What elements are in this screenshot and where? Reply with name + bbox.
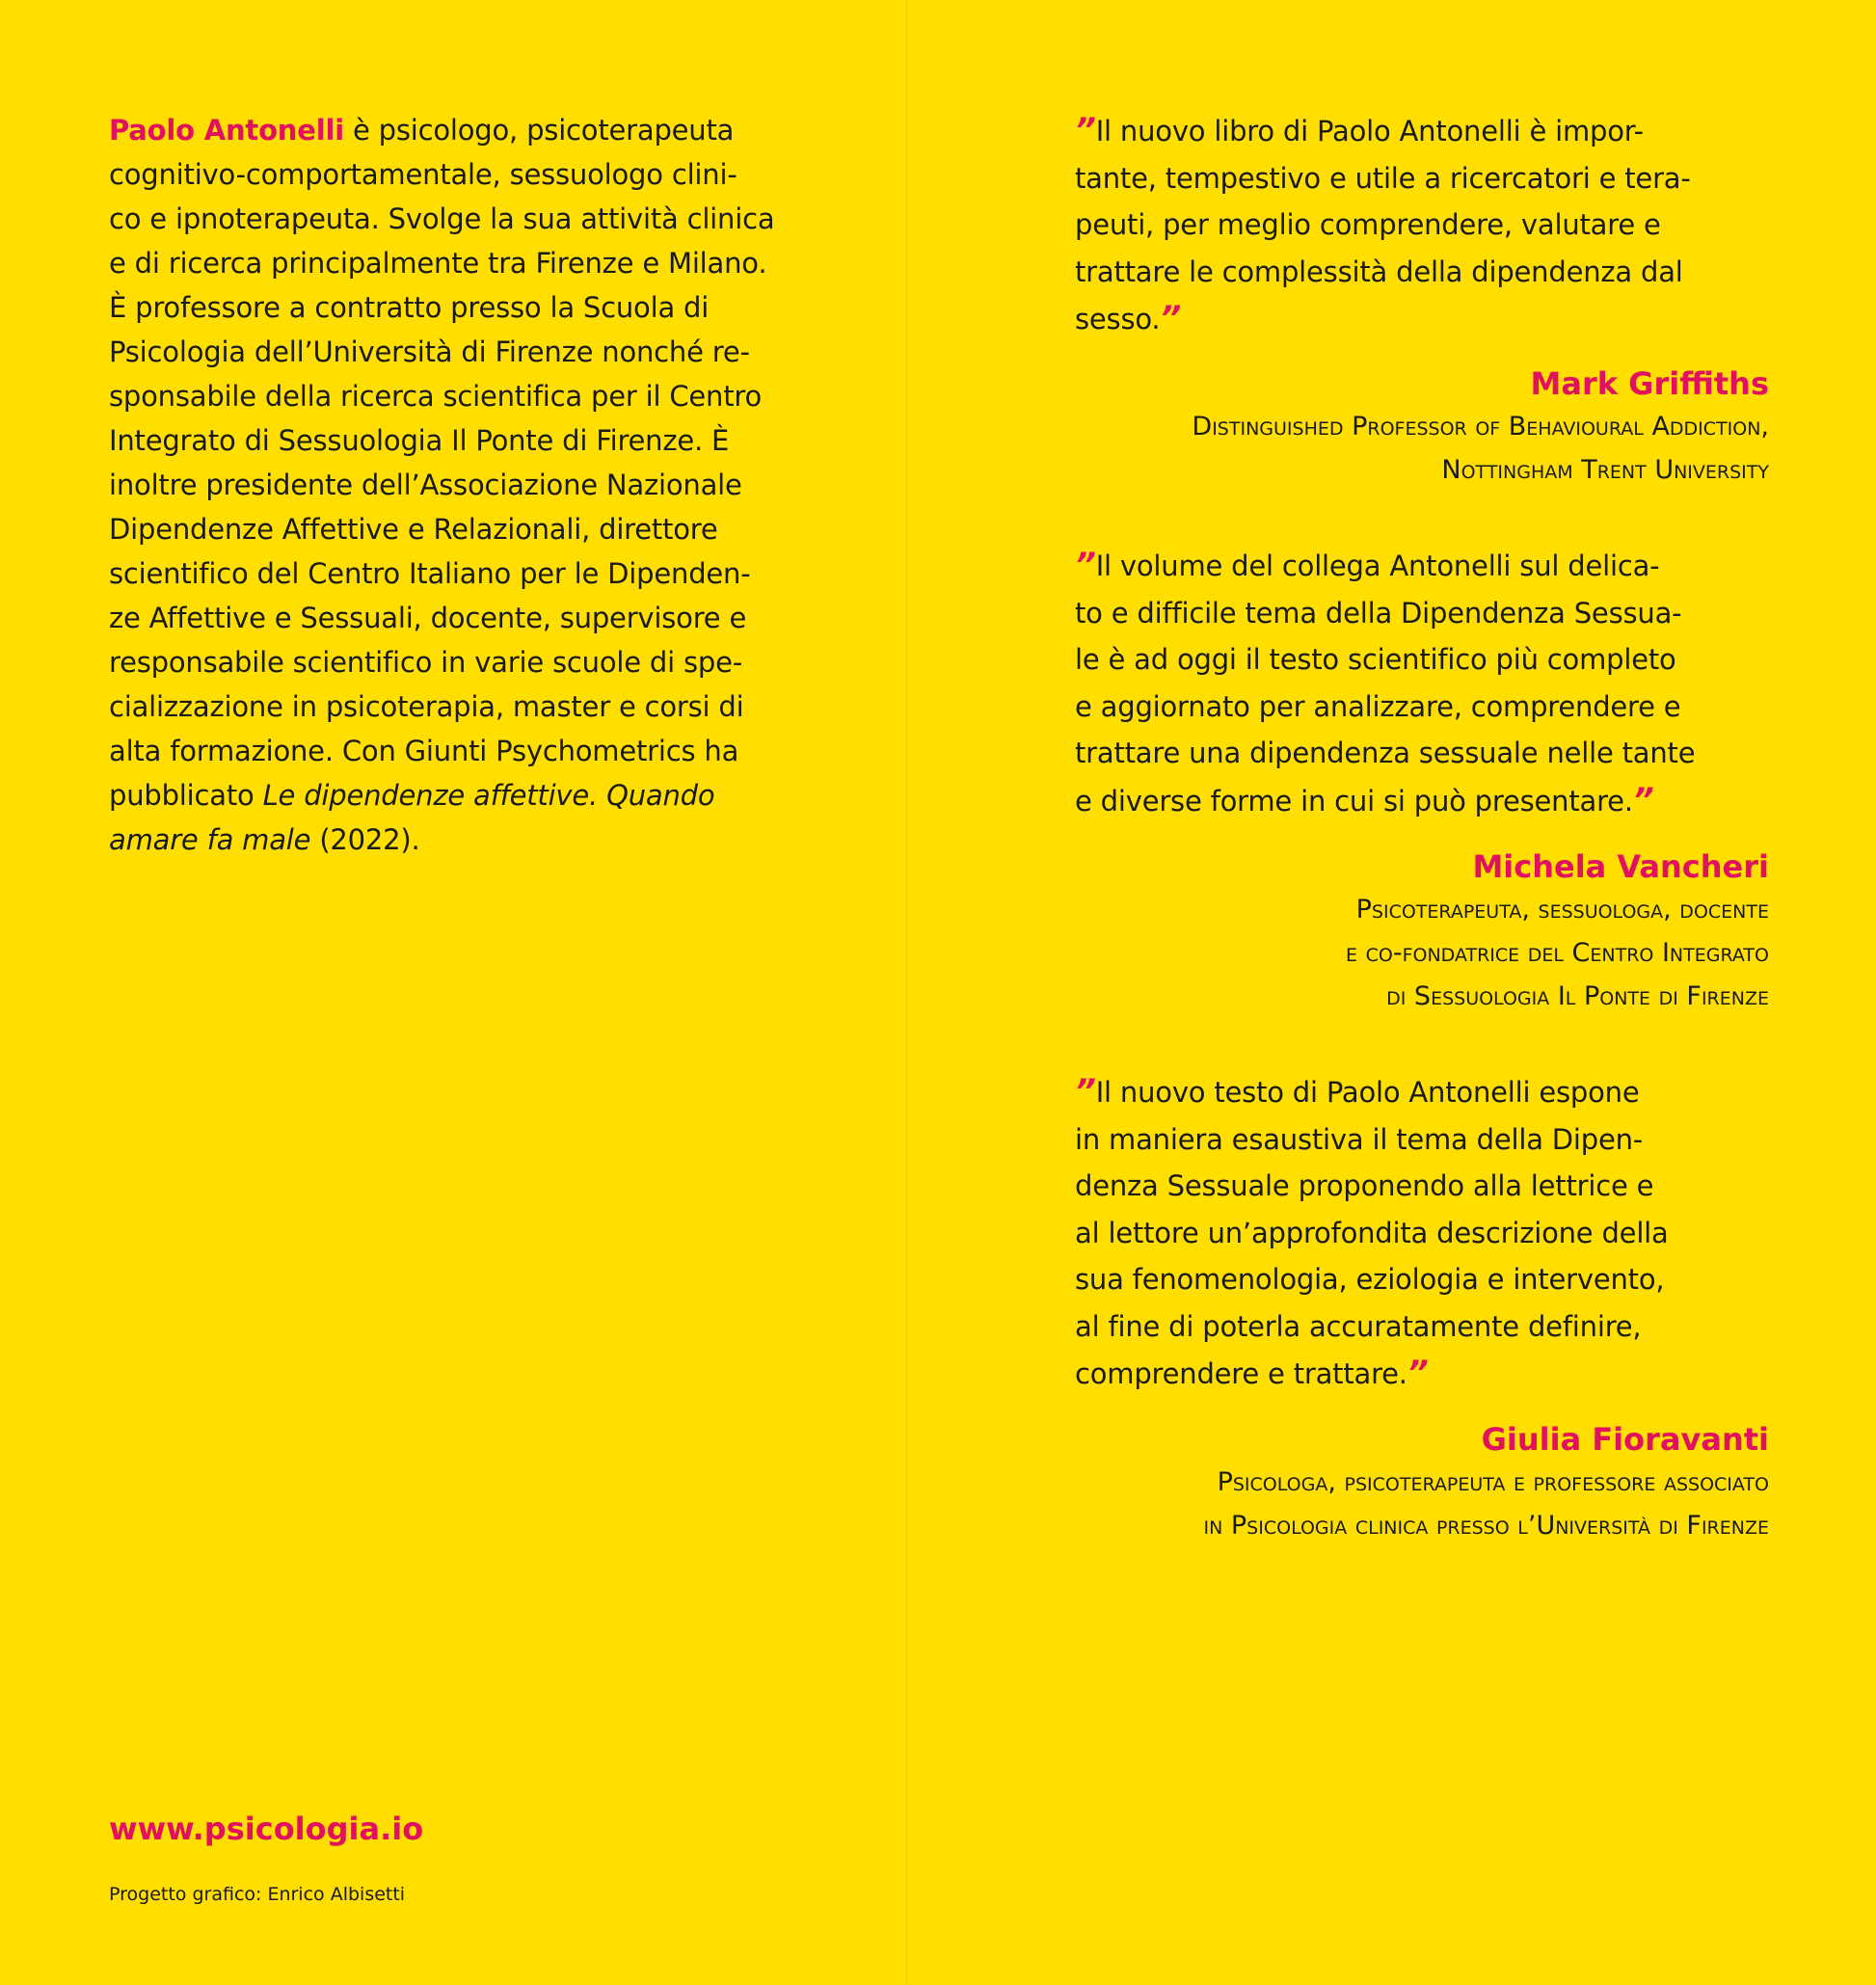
- author-role: e co-fondatrice del Centro Integrato: [1346, 938, 1769, 968]
- bio-line: scientifico del Centro Italiano per le Dipenden-: [109, 557, 751, 590]
- quote-line: al fine di poterla accuratamente definire,: [1075, 1309, 1642, 1343]
- quote-line: peuti, per meglio comprendere, valutare e: [1075, 208, 1661, 241]
- bio-line: [109, 818, 774, 862]
- quote-line: [1075, 1350, 1769, 1398]
- bio-line: Integrato di Sessuologia Il Ponte di Firenze. È: [109, 424, 730, 457]
- design-credit: Progetto grafico: Enrico Albisetti: [109, 1884, 406, 1905]
- quote-line: sua fenomenologia, eziologia e intervento,: [1075, 1263, 1665, 1296]
- quote-text: sesso.: [1075, 303, 1161, 335]
- open-quote-icon: ”: [1075, 111, 1096, 149]
- testimonial-quote: [1075, 1068, 1769, 1398]
- bio-text: è psicologo, psicoterapeuta: [343, 114, 735, 147]
- quote-line: le è ad oggi il testo scientifico più completo: [1075, 643, 1676, 676]
- bio-line: ze Affettive e Sessuali, docente, supervisore e: [109, 602, 747, 634]
- bio-text: (2022).: [310, 823, 420, 856]
- quote-author: Michela Vancheri: [1472, 848, 1769, 885]
- quote-line: e aggiornato per analizzare, comprendere e: [1075, 689, 1681, 723]
- quote-text: comprendere e trattare.: [1075, 1357, 1407, 1390]
- page-fold-divider: [906, 0, 907, 1985]
- testimonial-attribution: [1075, 1418, 1769, 1547]
- quote-line: tante, tempestivo e utile a ricercatori e tera-: [1075, 161, 1691, 195]
- bio-line: [109, 773, 774, 818]
- author-role: Nottingham Trent University: [1441, 455, 1769, 485]
- close-quote-icon: ”: [1160, 299, 1182, 337]
- quote-line: trattare una dipendenza sessuale nelle tante: [1075, 737, 1696, 769]
- close-quote-icon: ”: [1407, 1354, 1429, 1392]
- quote-line: trattare le complessità della dipendenza dal: [1075, 255, 1683, 288]
- bio-line: Psicologia dell’Università di Firenze nonché re-: [109, 335, 750, 368]
- quote-line: to e difficile tema della Dipendenza Sessua-: [1075, 596, 1682, 630]
- quote-line: [1075, 542, 1769, 590]
- bio-line: inoltre presidente dell’Associazione Nazionale: [109, 469, 742, 501]
- close-quote-icon: ”: [1632, 780, 1654, 819]
- quote-author: Mark Griffiths: [1530, 365, 1769, 402]
- bio-line: e di ricerca principalmente tra Firenze e Milano.: [109, 247, 767, 280]
- author-name: Paolo Antonelli: [109, 114, 344, 147]
- bio-line: alta formazione. Con Giunti Psychometrics ha: [109, 735, 739, 767]
- quote-author: Giulia Fioravanti: [1481, 1421, 1769, 1458]
- quote-line: [1075, 1068, 1769, 1116]
- author-role: di Sessuologia Il Ponte di Firenze: [1386, 981, 1769, 1011]
- bio-line: cognitivo-comportamentale, sessuologo clini-: [109, 158, 737, 191]
- quote-line: al lettore un’approfondita descrizione della: [1075, 1216, 1669, 1249]
- quote-line: denza Sessuale proponendo alla lettrice e: [1075, 1169, 1654, 1202]
- quote-text: Il nuovo testo di Paolo Antonelli espone: [1095, 1076, 1640, 1109]
- author-role: Psicoterapeuta, sessuologa, docente: [1355, 895, 1769, 925]
- quote-text: Il nuovo libro di Paolo Antonelli è impor-: [1095, 115, 1644, 148]
- author-bio: [109, 108, 774, 862]
- quote-line: [1075, 777, 1769, 825]
- quote-line: [1075, 295, 1769, 343]
- open-quote-icon: ”: [1075, 546, 1096, 584]
- bio-text: pubblicato: [109, 779, 263, 812]
- website-link[interactable]: www.psicologia.io: [109, 1811, 424, 1847]
- bio-line: È professore a contratto presso la Scuola di: [109, 291, 710, 324]
- testimonial-quote: [1075, 542, 1769, 824]
- book-title: amare fa male: [109, 823, 311, 856]
- quote-text: e diverse forme in cui si può presentare.: [1075, 784, 1633, 818]
- bio-line: [109, 108, 774, 152]
- author-role: in Psicologia clinica presso l’Università di Firenze: [1203, 1511, 1769, 1541]
- quote-line: [1075, 107, 1769, 155]
- quote-text: Il volume del collega Antonelli sul delica-: [1095, 550, 1660, 582]
- testimonial-quote: [1075, 107, 1769, 343]
- open-quote-icon: ”: [1075, 1072, 1096, 1111]
- book-title: Le dipendenze affettive. Quando: [262, 779, 715, 812]
- bio-line: sponsabile della ricerca scientifica per il Centro: [109, 380, 762, 413]
- quote-line: in maniera esaustiva il tema della Dipen-: [1075, 1122, 1644, 1156]
- bio-line: co e ipnoterapeuta. Svolge la sua attività clinica: [109, 202, 775, 235]
- author-role: Distinguished Professor of Behavioural Addiction,: [1192, 412, 1769, 442]
- author-role: Psicologa, psicoterapeuta e professore associato: [1217, 1467, 1769, 1497]
- bio-line: responsabile scientifico in varie scuole di spe-: [109, 646, 742, 679]
- bio-line: cializzazione in psicoterapia, master e corsi di: [109, 690, 744, 723]
- testimonial-attribution: [1075, 845, 1769, 1018]
- testimonial-attribution: [1075, 362, 1769, 492]
- bio-line: Dipendenze Affettive e Relazionali, direttore: [109, 513, 718, 546]
